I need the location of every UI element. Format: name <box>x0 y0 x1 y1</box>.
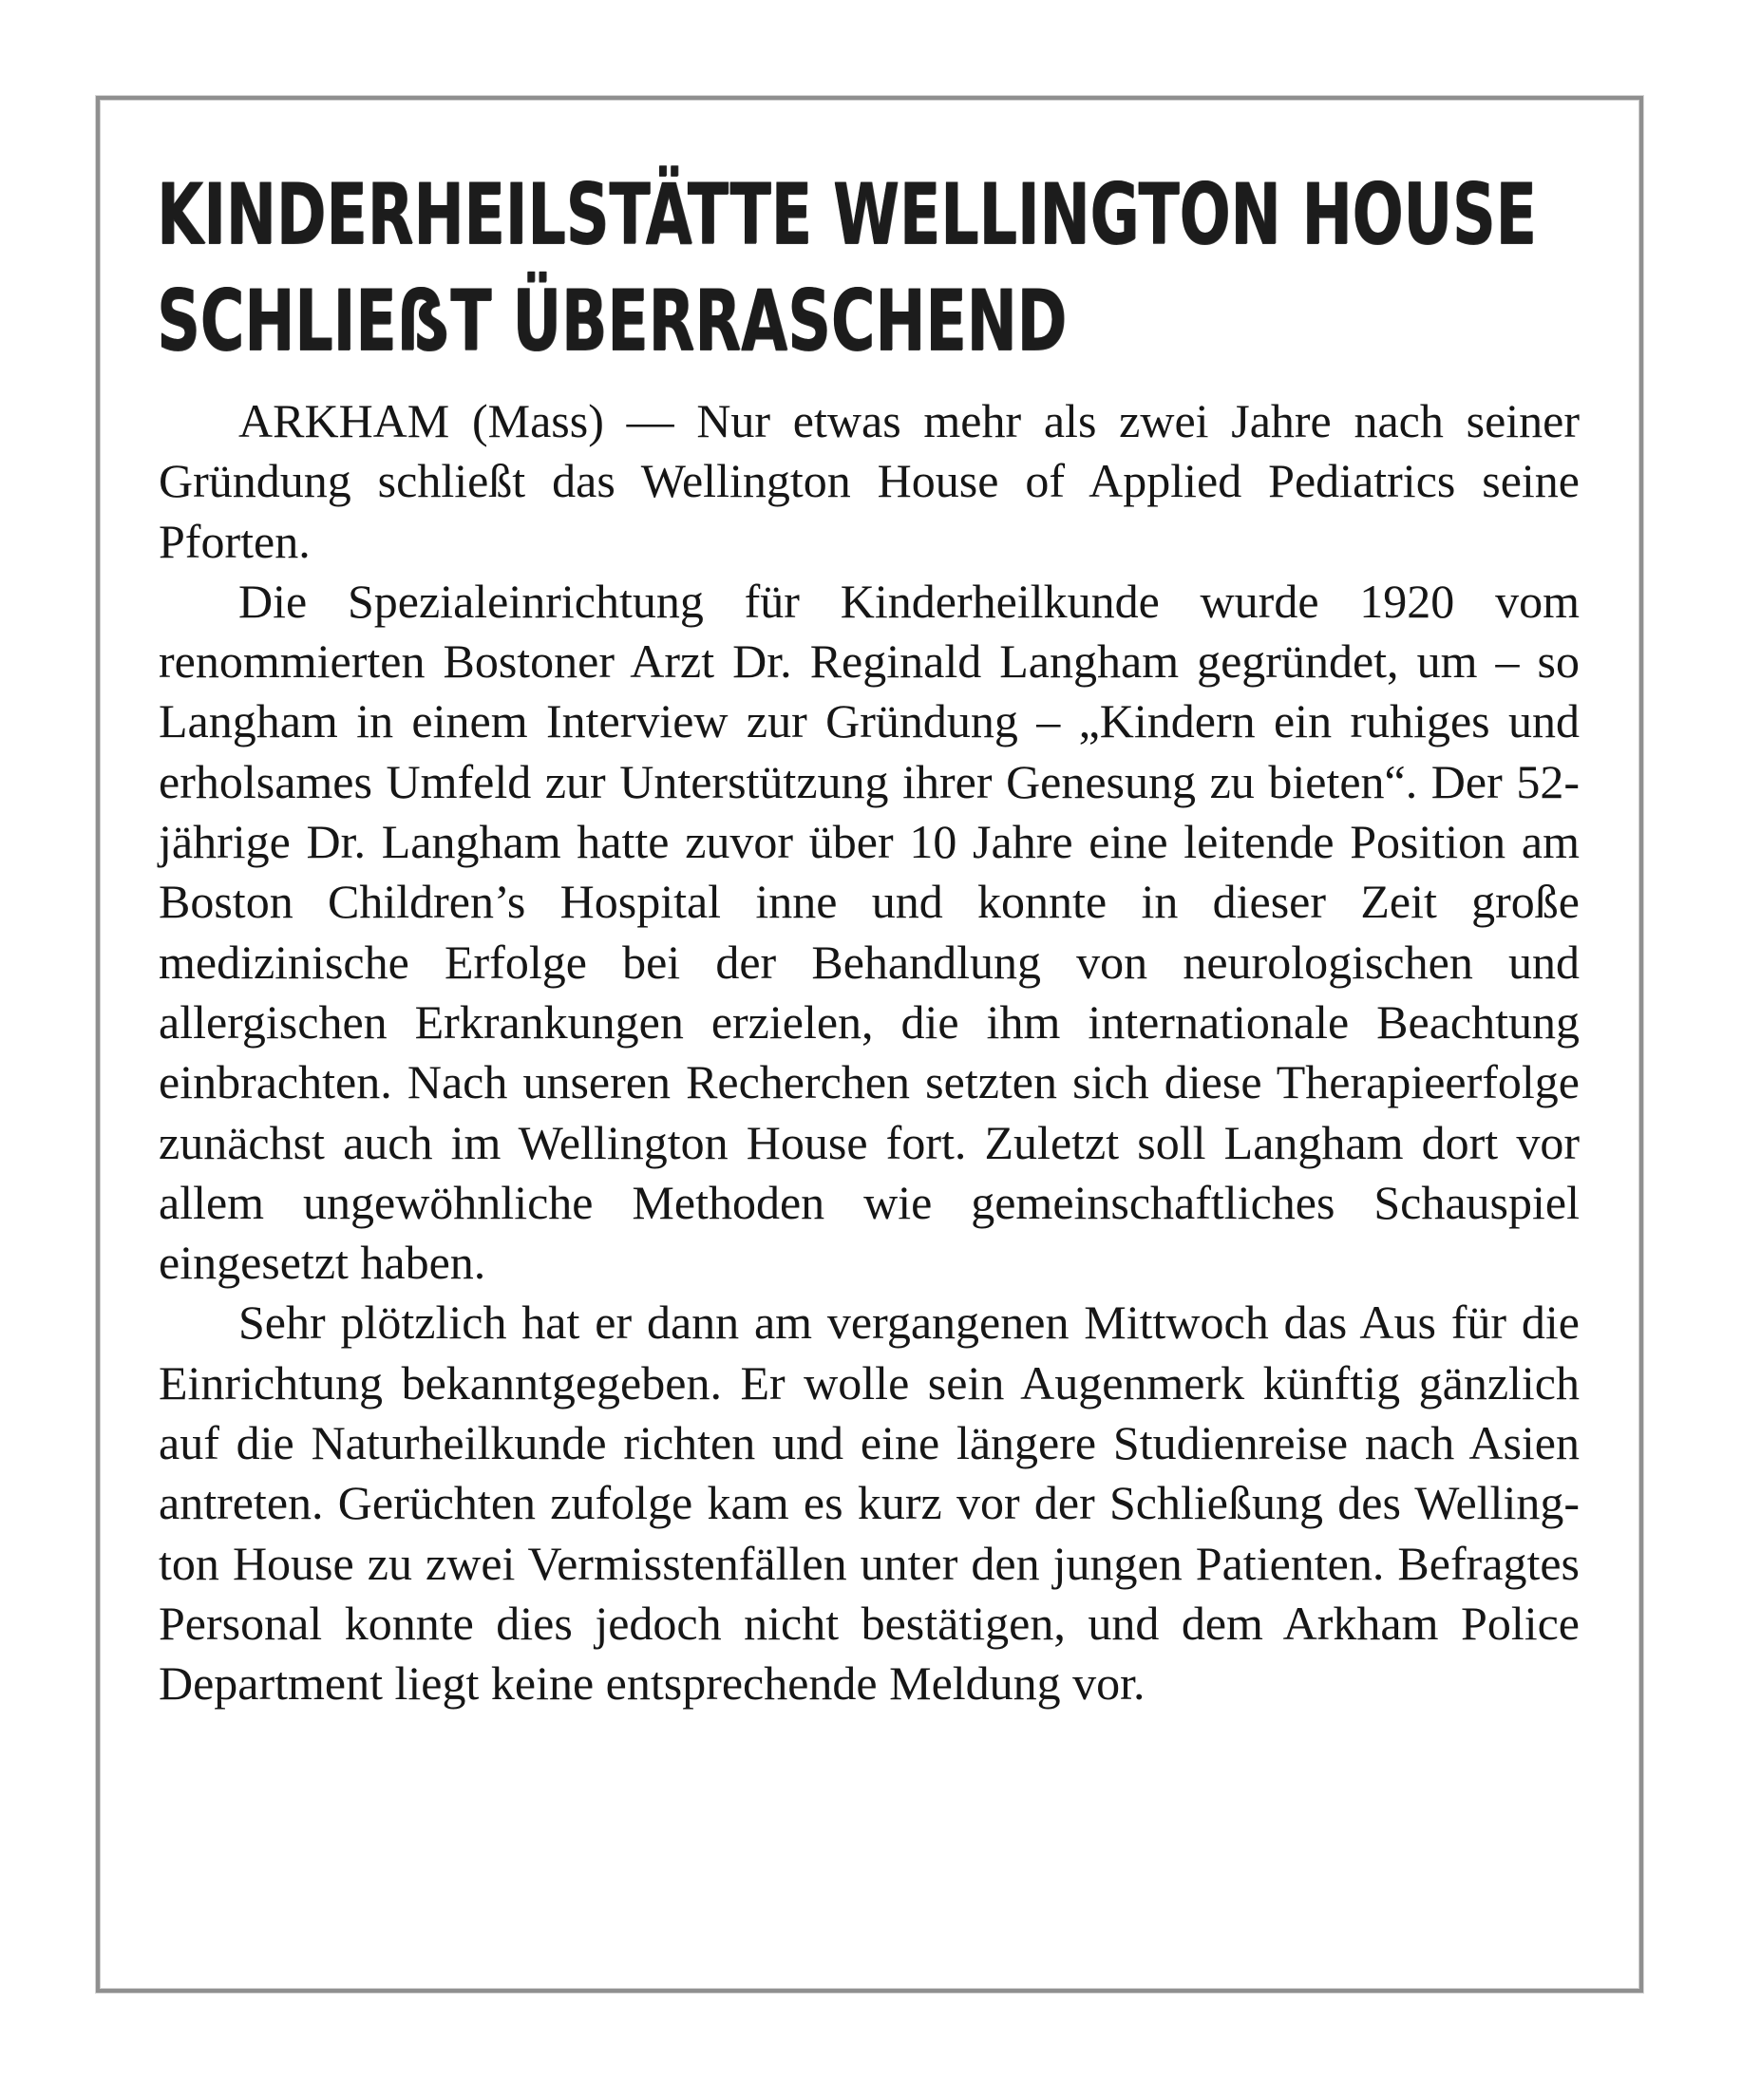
article-paragraph-3: Sehr plötzlich hat er dann am vergangenen Mittwoch das Aus für die Einrichtung bekanntgegeben. Er wolle sein Augenmerk künftig gänzlich auf die Naturheilkunde richten und eine längere Studienreise nach Asien antreten. Gerüchten zufolge kam es kurz vor der Schließung des Wellington House zu zwei Vermisstenfällen unter den jungen Patienten. Befragtes Personal konnte dies jedoch nicht bestätigen, und dem Arkham Police Department liegt keine entsprechende Meldung vor. <box>159 1296 1580 1711</box>
headline-line-2: SCHLIEẞT ÜBERRASCHEND <box>157 272 1068 369</box>
article-paragraph-1: ARKHAM (Mass) — Nur etwas mehr als zwei Jahre nach seiner Gründung schließt das Wellington House of Applied Pediatrics seine Pforten. <box>159 394 1580 568</box>
article-body <box>159 391 1580 1714</box>
headline-line-1: KINDERHEILSTÄTTE WELLINGTON HOUSE <box>157 165 1537 263</box>
article-headline <box>157 161 1537 374</box>
article-paragraph-2: Die Spezialeinrichtung für Kinderheilkunde wurde 1920 vom renommierten Bostoner Arzt Dr. Reginald Langham gegründet, um – so Langham in einem Interview zur Gründung – „Kindern ein ruhiges und erholsames Umfeld zur Unterstützung ihrer Genesung zu bieten“. Der 52-jährige Dr. Langham hatte zuvor über 10 Jahre eine leitende Position am Boston Children’s Hospital inne und konnte in dieser Zeit große medizinische Erfolge bei der Behandlung von neurologischen und allergischen Erkrankungen erzielen, die ihm internationale Beachtung einbrachten. Nach unseren Recherchen setzten sich diese Therapieerfolge zunächst auch im Wellington House fort. Zuletzt soll Langham dort vor allem ungewöhnliche Methoden wie gemeinschaftliches Schauspiel eingesetzt haben. <box>159 574 1580 1290</box>
